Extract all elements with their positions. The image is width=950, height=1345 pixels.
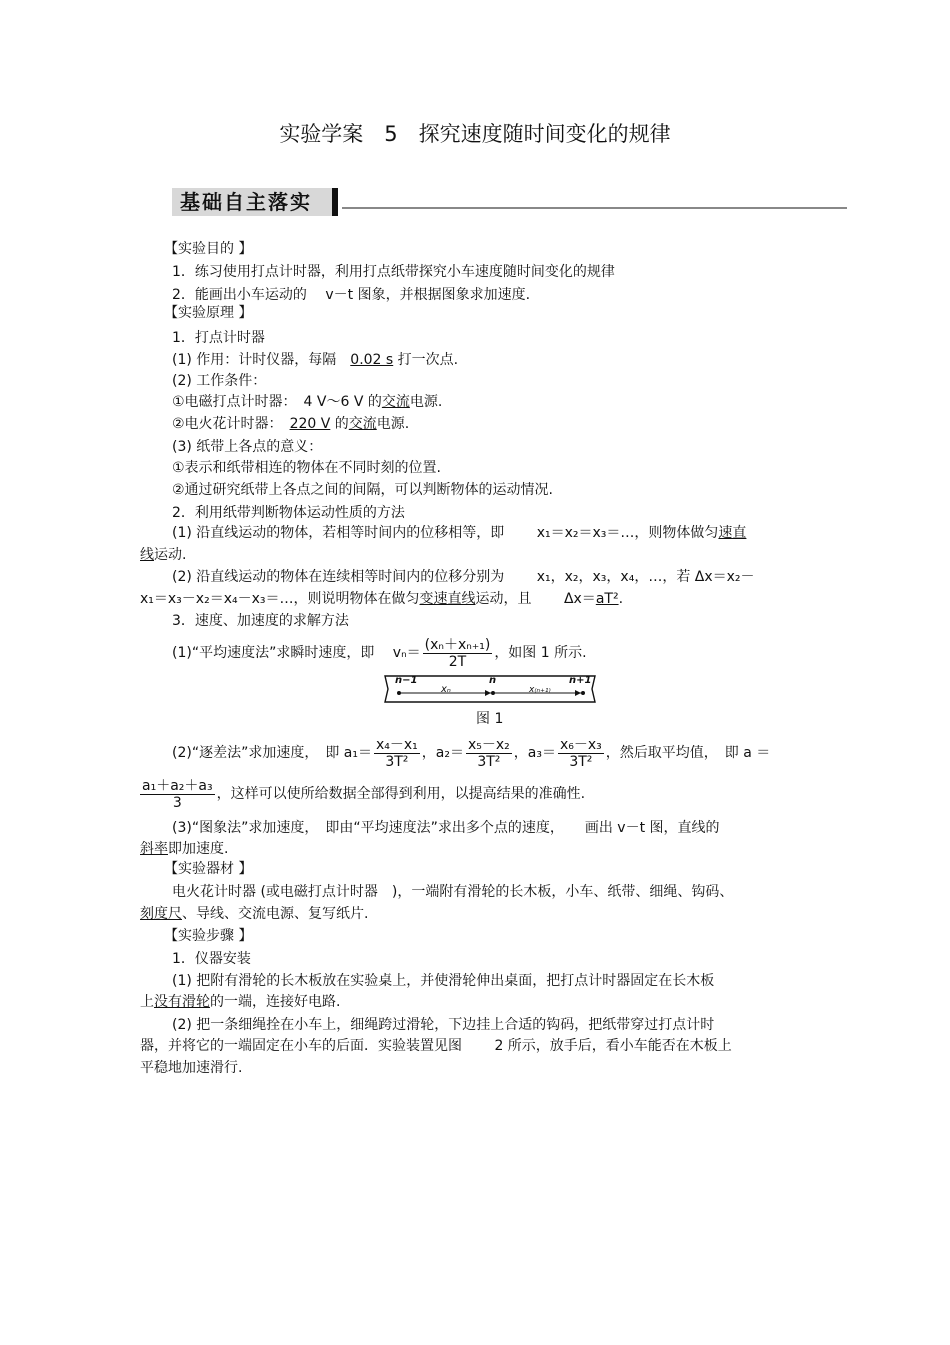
velocity-formula: $\frac{\text{(xₙ＋xₙ₊₁)}}{2T}$: [424, 636, 491, 670]
tape-label-left: n−1: [395, 675, 418, 686]
principle-3b-cont: $\frac{\text{a₁＋a₂＋a₃}}{3}$ ，这样可以使所给数据全部得到利用，以提高结果的准确性.: [142, 777, 586, 811]
principle-1a: (1) 作用：计时仪器，每隔 0.02 s 打一次点.: [172, 352, 459, 368]
tape-label-xn: xₙ: [441, 684, 451, 695]
step-1a: (1) 把附有滑轮的长木板放在实验桌上，并使滑轮伸出桌面，把打点计时器固定在长木板: [172, 973, 715, 989]
equipment-line-2: 刻度尺、导线、交流电源、复写纸片.: [140, 906, 369, 922]
tape-label-xn1: x₍ₙ₊₁₎: [529, 685, 551, 695]
principle-3c: (3)“图象法”求加速度， 即由“平均速度法”求出多个点的速度， 画出 v－t 图，直线的: [172, 820, 720, 836]
step-1: 1．仪器安装: [172, 951, 251, 967]
heading-aim: 【实验目的 】: [164, 241, 253, 257]
section-banner: [172, 186, 847, 218]
tape-label-mid: n: [489, 675, 497, 686]
a3-formula: $\frac{\text{x₆－x₃}}{\text{3T²}}$: [559, 736, 602, 770]
tape-label-right: n+1: [569, 675, 592, 686]
principle-2b-cont: x₁＝x₃－x₂＝x₄－x₃＝…，则说明物体在做匀变速直线运动，且 Δx＝aT².: [140, 591, 624, 607]
aim-item-2: 2．能画出小车运动的 v－t 图象，并根据图象求加速度.: [172, 287, 531, 303]
a1-formula: $\frac{\text{x₄－x₁}}{\text{3T²}}$: [375, 736, 418, 770]
step-1b-cont-1: 器，并将它的一端固定在小车的后面．实验装置见图 2 所示，放手后，看小车能否在木板上: [140, 1038, 732, 1054]
principle-1c-1: ①表示和纸带相连的物体在不同时刻的位置.: [172, 460, 441, 476]
heading-steps: 【实验步骤 】: [164, 928, 253, 944]
principle-3a: (1)“平均速度法”求瞬时速度，即 vₙ＝ $\frac{\text{(xₙ＋xₙ₊₁)}}{2T}$ ，如图 1 所示.: [172, 636, 587, 670]
principle-3c-cont: 斜率即加速度.: [140, 841, 229, 857]
heading-equipment: 【实验器材 】: [164, 861, 253, 877]
figure-1-caption: 图 1: [476, 711, 504, 727]
step-1b: (2) 把一条细绳拴在小车上，细绳跨过滑轮，下边挂上合适的钩码，把纸带穿过打点计时: [172, 1017, 715, 1033]
principle-1b-2: ②电火花计时器： 220 V 的交流电源.: [172, 416, 410, 432]
principle-1b-1: ①电磁打点计时器： 4 V～6 V 的交流电源.: [172, 394, 443, 410]
step-1a-cont: 上没有滑轮的一端，连接好电路.: [140, 994, 341, 1010]
average-formula: $\frac{\text{a₁＋a₂＋a₃}}{3}$: [142, 777, 213, 811]
principle-3b: (2)“逐差法”求加速度， 即 a₁＝ $\frac{\text{x₄－x₁}}{\text{3T²}}$ ，a₂＝ $\frac{\text{x₅－x₂}}{\text{3T²}}$ ，a₃＝ $\frac{\text{x₆－x₃}}{\text{3T²}}$ ，然后取平均值， 即 a ＝: [172, 736, 771, 770]
principle-2b: (2) 沿直线运动的物体在连续相等时间内的位移分别为 x₁，x₂，x₃，x₄，…，若 Δx＝x₂－: [172, 569, 755, 585]
principle-3: 3．速度、加速度的求解方法: [172, 613, 349, 629]
aim-item-1: 1．练习使用打点计时器，利用打点纸带探究小车速度随时间变化的规律: [172, 264, 615, 280]
equipment-line-1: 电火花计时器 (或电磁打点计时器 )，一端附有滑轮的长木板，小车、纸带、细绳、钩码、: [172, 884, 734, 900]
a2-formula: $\frac{\text{x₅－x₂}}{\text{3T²}}$: [467, 736, 510, 770]
heading-principle: 【实验原理 】: [164, 305, 253, 321]
principle-2: 2．利用纸带判断物体运动性质的方法: [172, 505, 405, 521]
step-1b-cont-2: 平稳地加速滑行.: [140, 1060, 243, 1076]
principle-2a: (1) 沿直线运动的物体，若相等时间内的位移相等，即 x₁＝x₂＝x₃＝…，则物体做匀速直: [172, 525, 747, 541]
banner-label: 基础自主落实: [180, 190, 312, 214]
principle-1c: (3) 纸带上各点的意义：: [172, 439, 323, 455]
principle-1b: (2) 工作条件：: [172, 373, 267, 389]
tape-figure: [383, 674, 597, 704]
page-title: 实验学案 5 探究速度随时间变化的规律: [279, 122, 671, 146]
principle-1: 1．打点计时器: [172, 330, 265, 346]
principle-1c-2: ②通过研究纸带上各点之间的间隔，可以判断物体的运动情况.: [172, 482, 553, 498]
principle-2a-cont: 线运动.: [140, 547, 187, 563]
